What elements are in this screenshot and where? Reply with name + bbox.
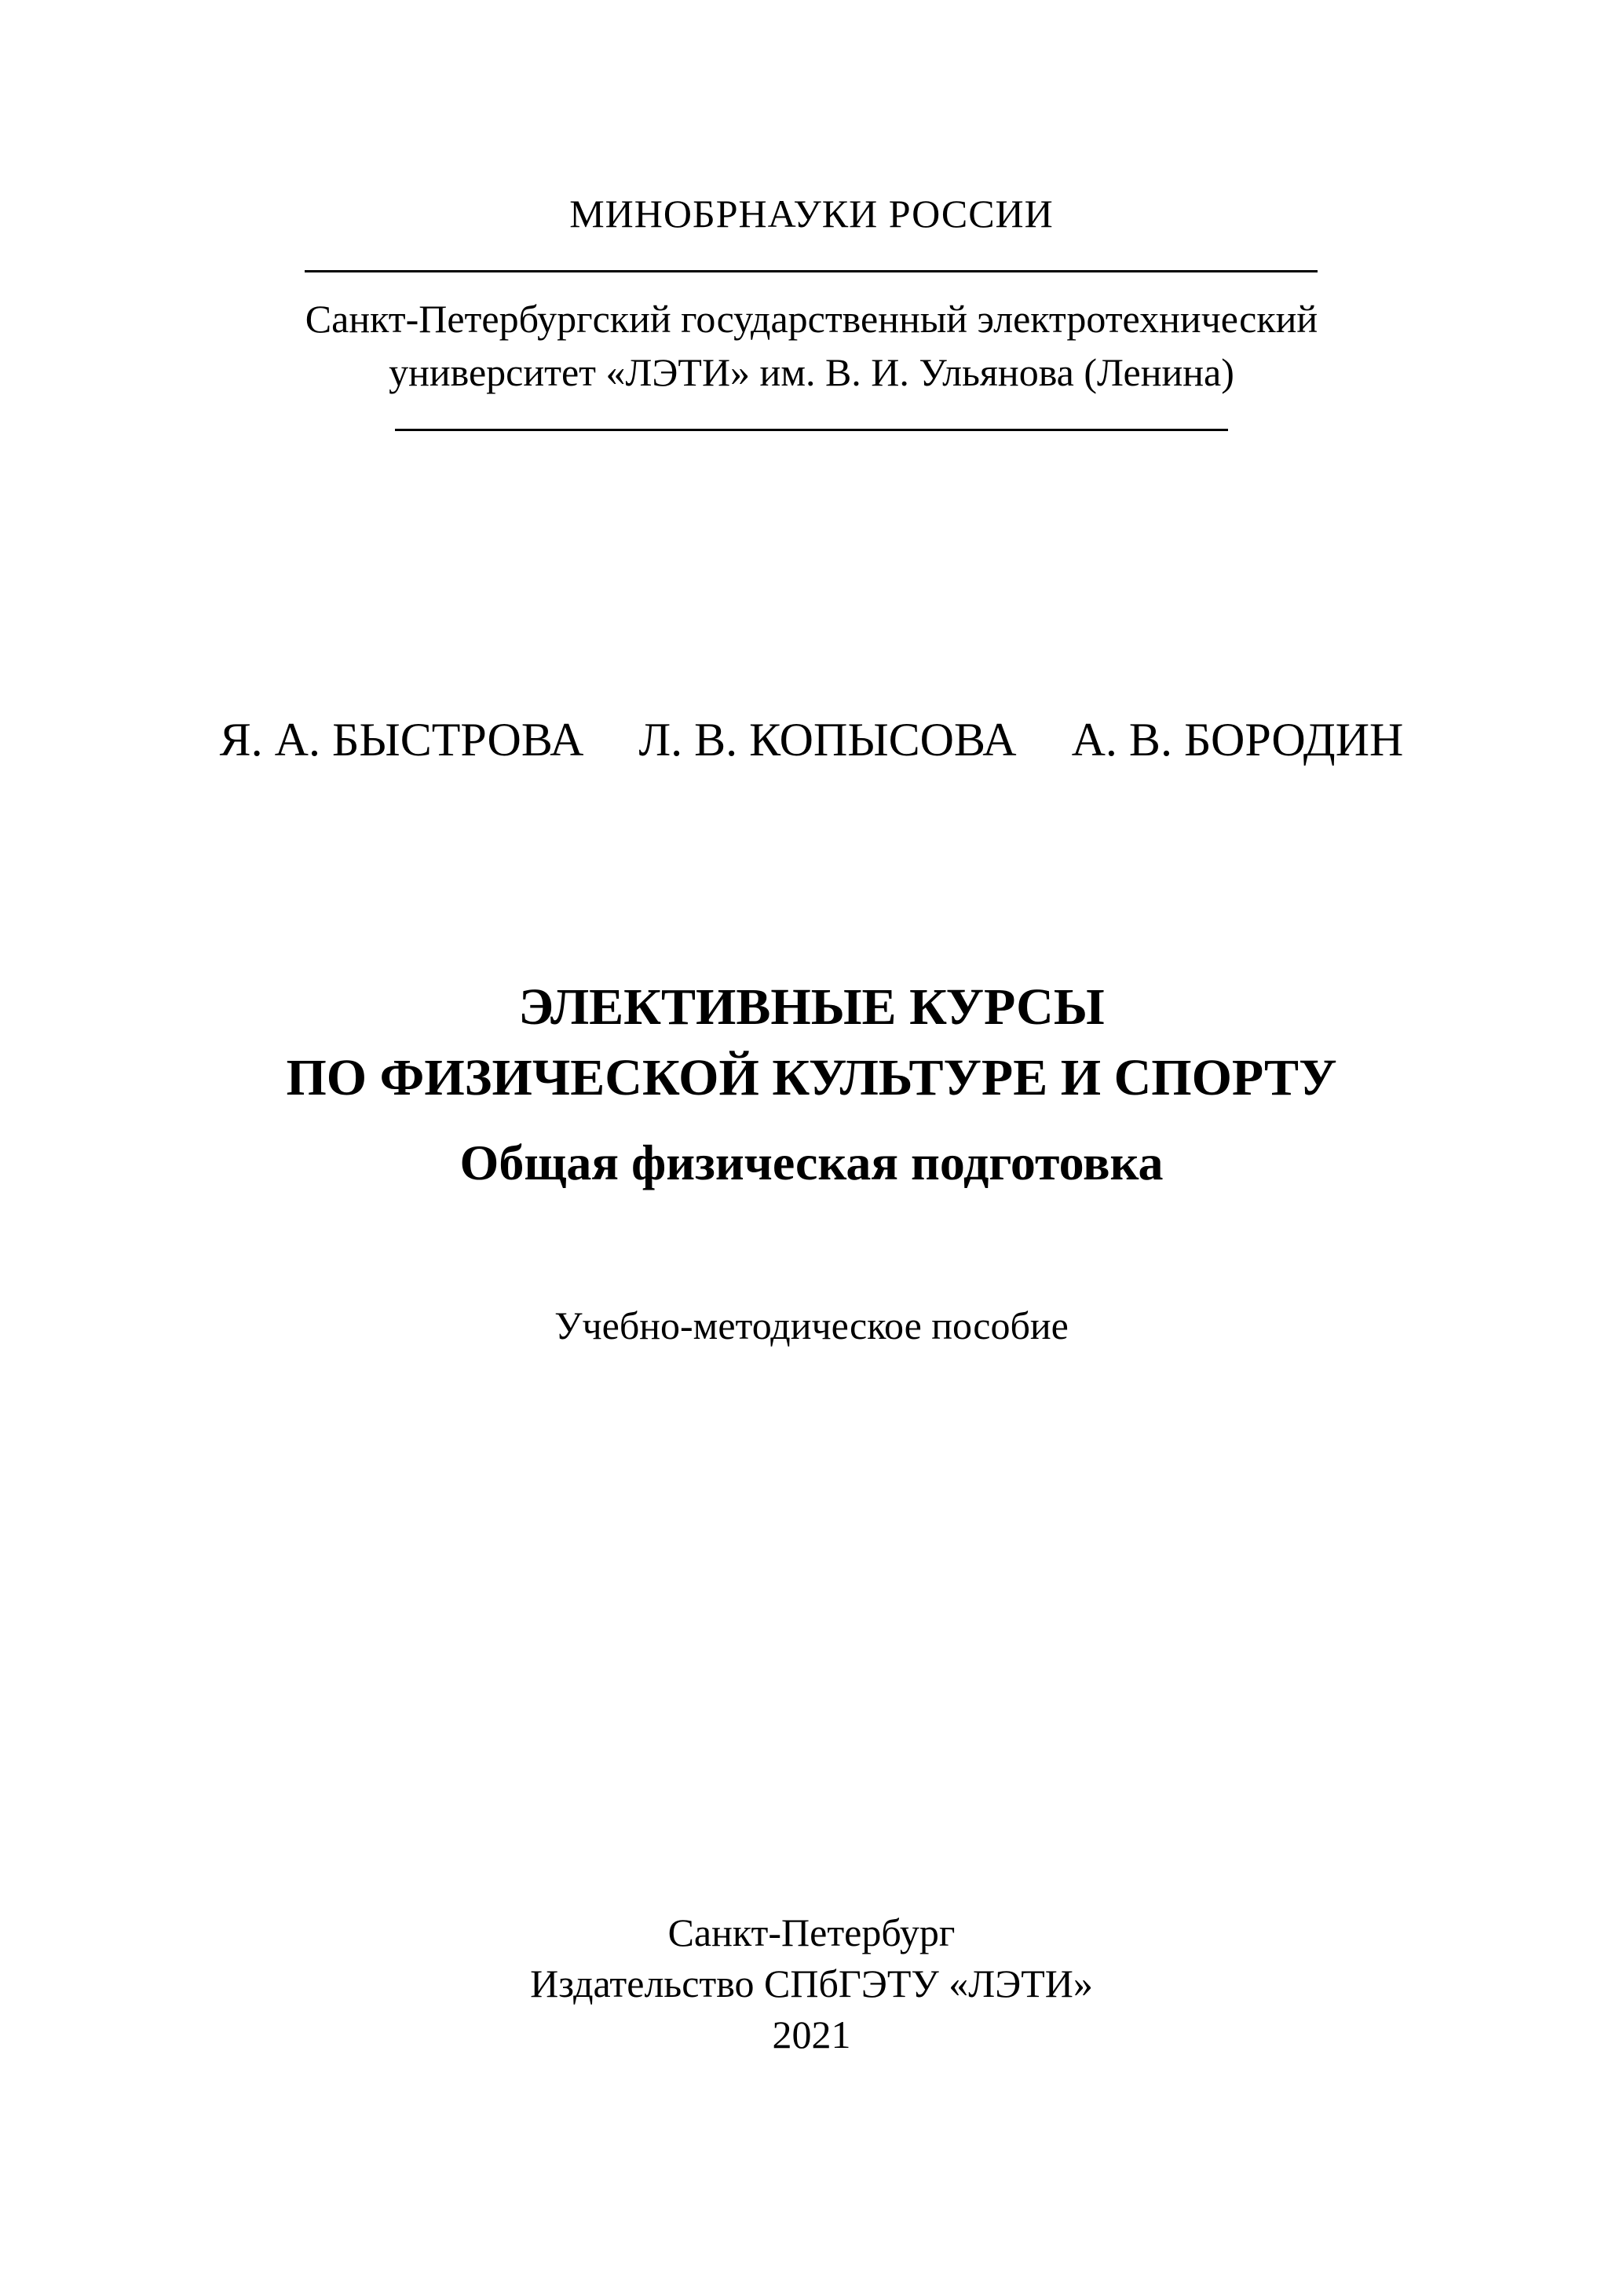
university-name-line2: университет «ЛЭТИ» им. В. И. Ульянова (Ленина) [389,350,1234,394]
top-divider-rule [305,270,1318,272]
author-name: Л. В. КОПЫСОВА [638,714,1017,766]
author-name: А. В. БОРОДИН [1071,714,1404,766]
university-name-line1: Санкт-Петербургский государственный электротехнический [305,297,1318,341]
author-name: Я. А. БЫСТРОВА [219,714,584,766]
imprint-publisher: Издательство СПбГЭТУ «ЛЭТИ» [530,1961,1093,2005]
book-subtitle: Общая физическая подготовка [459,1135,1164,1190]
book-title-line2: ПО ФИЗИЧЕСКОЙ КУЛЬТУРЕ И СПОРТУ [286,1049,1337,1106]
ministry-heading: МИНОБРНАУКИ РОССИИ [569,192,1054,236]
book-title-line1: ЭЛЕКТИВНЫЕ КУРСЫ [518,978,1105,1036]
university-divider-rule [395,429,1228,431]
authors-row [0,714,1623,766]
imprint-city: Санкт-Петербург [667,1910,956,1954]
document-type-label: Учебно-методическое пособие [554,1303,1069,1347]
imprint-year: 2021 [772,2013,851,2057]
